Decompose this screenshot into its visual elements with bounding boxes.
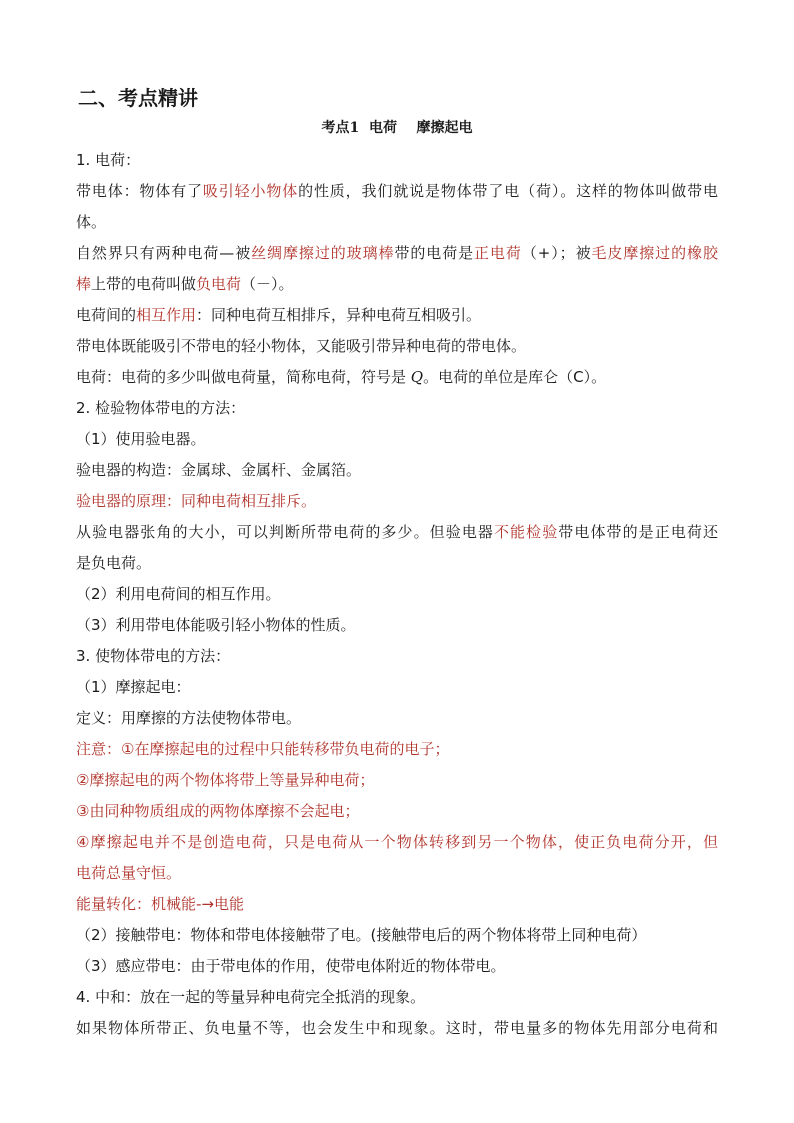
energy-conversion: 能量转化：机械能-→电能 (76, 895, 244, 913)
electroscope-principle: 验电器的原理：同种电荷相互排斥。 (76, 492, 317, 510)
friction-definition: 定义：用摩擦的方法使物体带电。 (76, 709, 302, 727)
highlight-positive: 正电荷 (474, 244, 522, 262)
item-4-neutralization: 4. 中和：放在一起的等量异种电荷完全抵消的现象。 (76, 988, 426, 1006)
highlight-negative: 负电荷 (196, 275, 242, 293)
item-3-title: 3. 使物体带电的方法： (76, 647, 231, 665)
friction-charging-title: （1）摩擦起电： (76, 678, 191, 696)
contact-charging: （2）接触带电：物体和带电体接触带了电。(接触带电后的两个物体将带上同种电荷） (76, 926, 647, 944)
note-4-cont: 电荷总量守恒。 (76, 864, 182, 882)
topic-heading: 考点1 电荷 摩擦起电 (321, 120, 473, 136)
electroscope-structure: 验电器的构造：金属球、金属杆、金属箔。 (76, 461, 362, 479)
method-3: （3）利用带电体能吸引轻小物体的性质。 (76, 616, 356, 634)
paragraph-attract: 带电体既能吸引不带电的轻小物体，又能吸引带异种电荷的带电体。 (76, 337, 527, 355)
paragraph-electroscope-angle: 从验电器张角的大小，可以判断所带电荷的多少。但验电器不能检验带电体带的是正电荷还 (76, 523, 718, 541)
paragraph-two-charges: 自然界只有两种电荷—被丝绸摩擦过的玻璃棒带的电荷是正电荷（+）；被毛皮摩擦过的橡胶 (76, 244, 718, 262)
highlight-attract-light: 吸引轻小物体 (202, 182, 299, 200)
method-2: （2）利用电荷间的相互作用。 (76, 585, 281, 603)
paragraph-electroscope-angle-cont: 是负电荷。 (76, 554, 152, 572)
item-2-title: 2. 检验物体带电的方法： (76, 399, 246, 417)
note-4: ④摩擦起电并不是创造电荷，只是电荷从一个物体转移到另一个物体，使正负电荷分开，但 (76, 833, 718, 851)
paragraph-neutralization: 如果物体所带正、负电量不等，也会发生中和现象。这时，带电量多的物体先用部分电荷和 (76, 1019, 718, 1037)
item-1-title: 1. 电荷： (76, 151, 141, 169)
paragraph-two-charges-cont: 棒上带的电荷叫做负电荷（－）。 (76, 275, 294, 293)
note-2: ②摩擦起电的两个物体将带上等量异种电荷； (76, 771, 375, 789)
method-1: （1）使用验电器。 (76, 430, 206, 448)
induction-charging: （3）感应带电：由于带电体的作用，使带电体附近的物体带电。 (76, 957, 506, 975)
paragraph-interaction: 电荷间的相互作用：同种电荷互相排斥，异种电荷互相吸引。 (76, 306, 482, 324)
note-1: 注意：①在摩擦起电的过程中只能转移带负电荷的电子； (76, 740, 450, 758)
paragraph-charged-body-cont: 体。 (76, 213, 107, 231)
paragraph-charge-unit: 电荷：电荷的多少叫做电荷量，简称电荷，符号是 Q。电荷的单位是库仑（C）。 (76, 368, 607, 386)
section-heading: 二、考点精讲 (78, 86, 198, 110)
paragraph-charged-body: 带电体：物体有了吸引轻小物体的性质，我们就说是物体带了电（荷）。这样的物体叫做带电 (76, 182, 718, 200)
note-3: ③由同种物质组成的两物体摩擦不会起电； (76, 802, 360, 820)
